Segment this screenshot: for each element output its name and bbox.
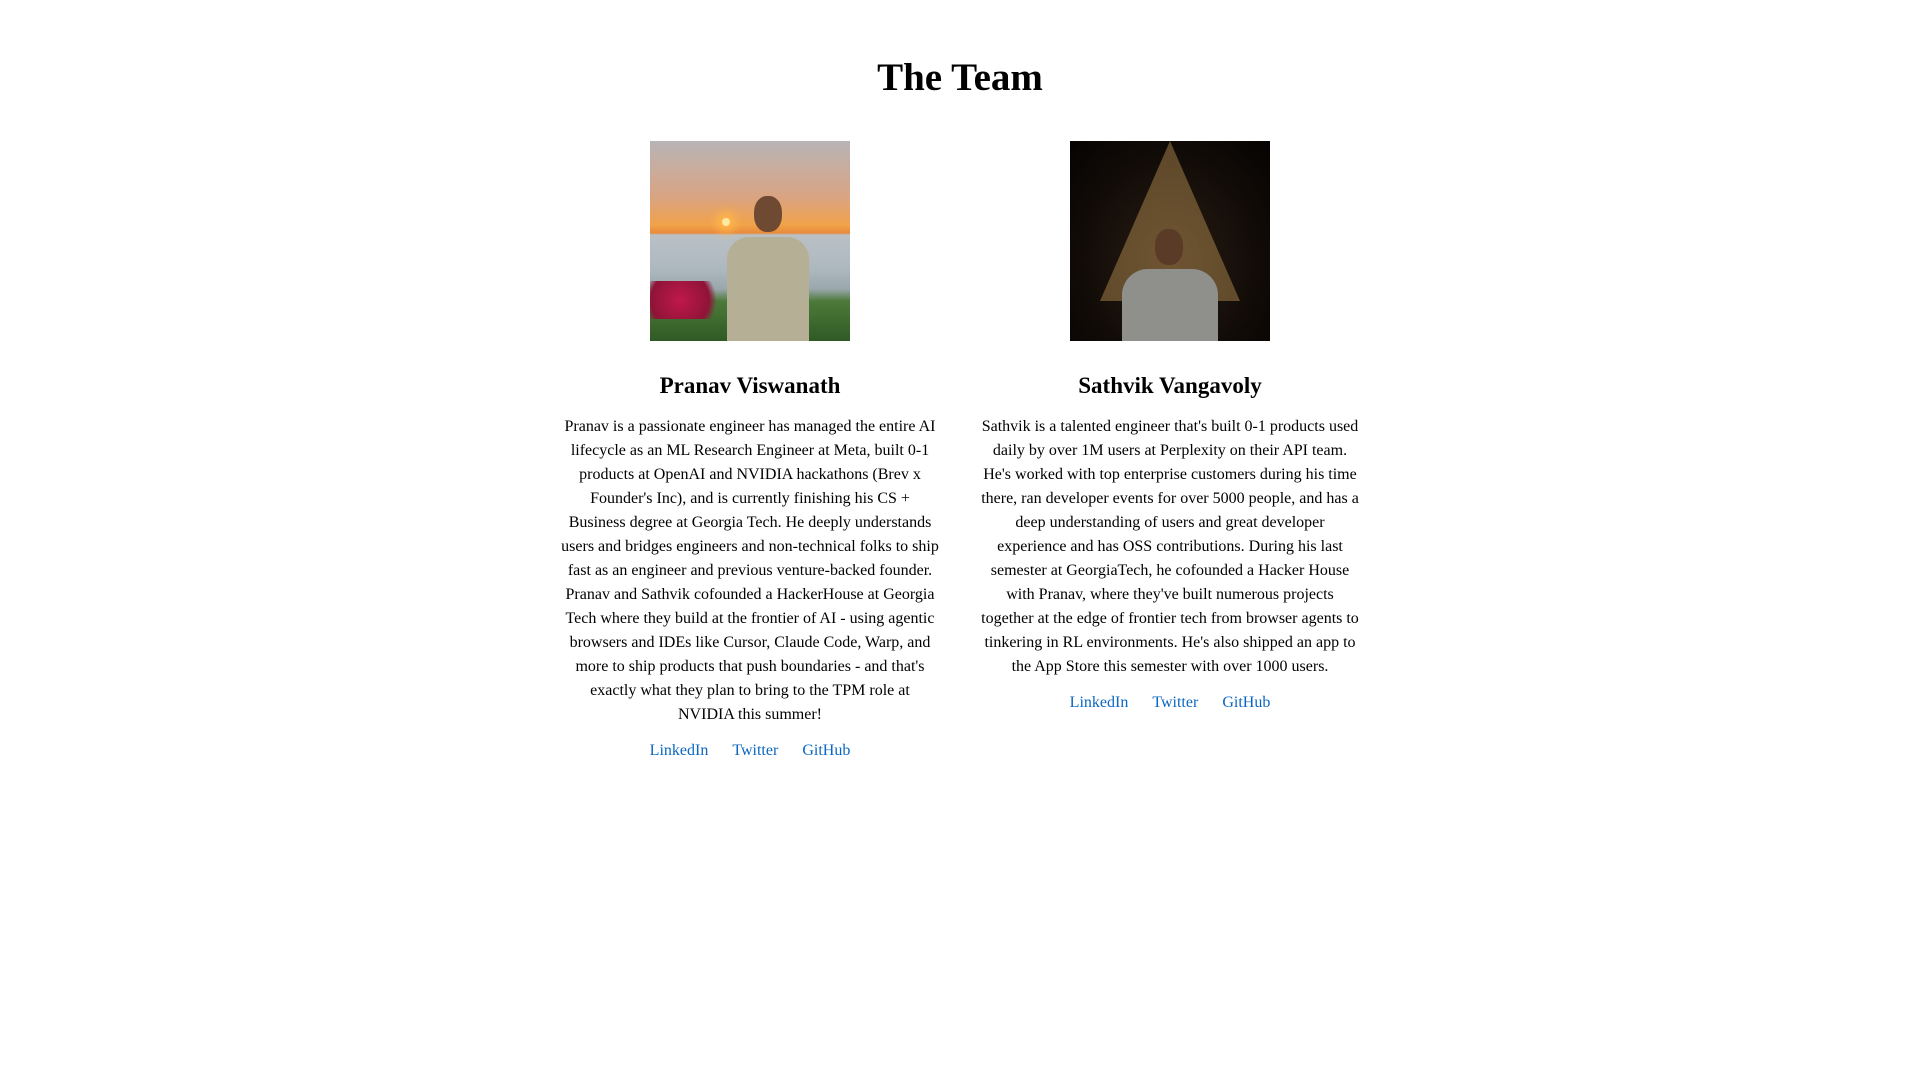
person-head-shape [1155, 229, 1183, 265]
member-photo [650, 141, 850, 341]
page-title: The Team [877, 56, 1043, 99]
github-link[interactable]: GitHub [1222, 694, 1271, 711]
github-link[interactable]: GitHub [802, 742, 851, 759]
member-name: Sathvik Vangavoly [1078, 373, 1262, 398]
team-member-card [981, 141, 1359, 763]
twitter-link[interactable]: Twitter [1152, 694, 1199, 711]
member-bio: Pranav is a passionate engineer has managed the entire AI lifecycle as an ML Research Engineer at Meta, built 0-1 products at OpenAI and NVIDIA hackathons (Brev x Founder's Inc), and is currently finishing his CS + Business degree at Georgia Tech. He deeply understands users and bridges engineers and non-technical folks to ship fast as an engineer and previous venture-backed founder. Pranav and Sathvik cofounded a HackerHouse at Georgia Tech where they build at the frontier of AI - using agentic browsers and IDEs like Cursor, Claude Code, Warp, and more to ship products that push boundaries - and that's exactly what they plan to bring to the TPM role at NVIDIA this summer! [561, 418, 939, 723]
linkedin-link[interactable]: LinkedIn [1069, 694, 1129, 711]
flowers-shape [650, 281, 725, 319]
person-body-shape [1122, 269, 1218, 341]
team-member-card [561, 141, 939, 763]
twitter-link[interactable]: Twitter [732, 742, 779, 759]
linkedin-link[interactable]: LinkedIn [649, 742, 709, 759]
member-bio: Sathvik is a talented engineer that's built 0-1 products used daily by over 1M users at Perplexity on their API team. He's worked with top enterprise customers during his time there, ran developer events for over 5000 people, and has a deep understanding of users and great developer experience and has OSS contributions. During his last semester at GeorgiaTech, he cofounded a Hacker House with Pranav, where they've built numerous projects together at the edge of frontier tech from browser agents to tinkering in RL environments. He's also shipped an app to the App Store this semester with over 1000 users. [981, 418, 1359, 675]
team-grid [0, 141, 1920, 763]
member-links [981, 691, 1359, 715]
sun-shape [722, 218, 730, 226]
person-body-shape [727, 237, 809, 341]
member-links [561, 739, 939, 763]
member-name: Pranav Viswanath [659, 373, 841, 398]
person-head-shape [754, 196, 782, 232]
member-photo [1070, 141, 1270, 341]
